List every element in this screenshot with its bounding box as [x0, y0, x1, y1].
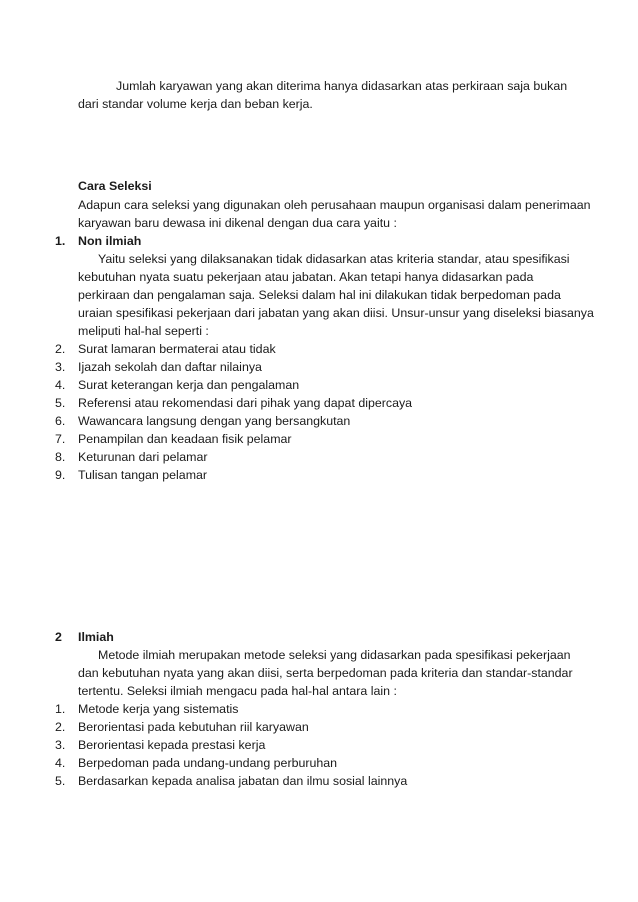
list-item: Tulisan tangan pelamar [78, 468, 208, 482]
list-item: Berorientasi pada kebutuhan riil karyawan [78, 720, 309, 734]
intro-line-1: Jumlah karyawan yang akan diterima hanya didasarkan atas perkiraan saja bukan [116, 79, 568, 93]
list-item-number: 9. [55, 468, 66, 482]
list-item: Berorientasi kepada prestasi kerja [78, 738, 266, 752]
ilmiah-para-2: dan kebutuhan nyata yang akan diisi, serta berpedoman pada kriteria dan standar-standar [78, 666, 573, 680]
list-item: Penampilan dan keadaan fisik pelamar [78, 432, 292, 446]
list-item: Metode kerja yang sistematis [78, 702, 239, 716]
non-ilmiah-para-2: kebutuhan nyata suatu pekerjaan atau jabatan. Akan tetapi hanya didasarkan pada [78, 270, 534, 284]
list-item-number: 4. [55, 378, 66, 392]
list-item-number: 8. [55, 450, 66, 464]
ilmiah-number: 2 [55, 630, 62, 644]
list-item: Surat lamaran bermaterai atau tidak [78, 342, 276, 356]
ilmiah-para-1: Metode ilmiah merupakan metode seleksi yang didasarkan pada spesifikasi pekerjaan [98, 648, 571, 662]
non-ilmiah-para-1: Yaitu seleksi yang dilaksanakan tidak didasarkan atas kriteria standar, atau spesifikasi [98, 252, 570, 266]
intro-line-2: dari standar volume kerja dan beban kerja. [78, 97, 313, 111]
non-ilmiah-para-3: perkiraan dan pengalaman saja. Seleksi dalam hal ini dilakukan tidak berpedoman pada [78, 288, 561, 302]
ilmiah-heading: Ilmiah [78, 630, 114, 644]
list-item-number: 2. [55, 720, 66, 734]
list-item-number: 6. [55, 414, 66, 428]
list-item: Surat keterangan kerja dan pengalaman [78, 378, 300, 392]
list-item: Referensi atau rekomendasi dari pihak yang dapat dipercaya [78, 396, 413, 410]
list-item-number: 3. [55, 738, 66, 752]
non-ilmiah-para-5: meliputi hal-hal seperti : [78, 324, 209, 338]
non-ilmiah-heading: Non ilmiah [78, 234, 142, 248]
list-item-number: 4. [55, 756, 66, 770]
list-item: Berpedoman pada undang-undang perburuhan [78, 756, 338, 770]
ilmiah-para-3: tertentu. Seleksi ilmiah mengacu pada hal-hal antara lain : [78, 684, 397, 698]
list-item: Wawancara langsung dengan yang bersangkutan [78, 414, 351, 428]
list-item: Keturunan dari pelamar [78, 450, 208, 464]
non-ilmiah-number: 1. [55, 234, 66, 248]
cara-line-1: Adapun cara seleksi yang digunakan oleh perusahaan maupun organisasi dalam penerimaan [78, 198, 591, 212]
list-item-number: 5. [55, 396, 66, 410]
list-item-number: 3. [55, 360, 66, 374]
cara-seleksi-heading: Cara Seleksi [78, 179, 152, 193]
list-item-number: 5. [55, 774, 66, 788]
cara-line-2: karyawan baru dewasa ini dikenal dengan dua cara yaitu : [78, 216, 397, 230]
list-item-number: 2. [55, 342, 66, 356]
list-item: Berdasarkan kepada analisa jabatan dan ilmu sosial lainnya [78, 774, 408, 788]
list-item-number: 7. [55, 432, 66, 446]
non-ilmiah-para-4: uraian spesifikasi pekerjaan dari jabatan yang akan diisi. Unsur-unsur yang diseleksi biasanya [78, 306, 594, 320]
list-item: Ijazah sekolah dan daftar nilainya [78, 360, 262, 374]
list-item-number: 1. [55, 702, 66, 716]
